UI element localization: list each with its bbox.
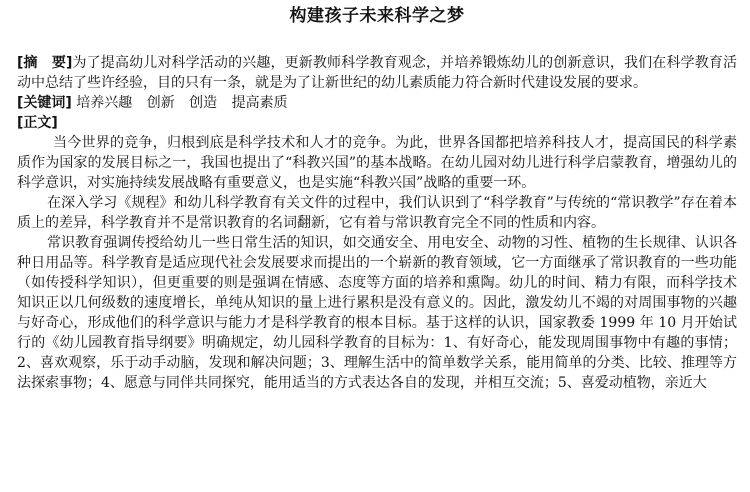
body-label-line (17, 113, 737, 133)
abstract-text: 为了提高幼儿对科学活动的兴趣，更新教师科学教育观念，并培养锻炼幼儿的创新意识，我们在科学教育活动中总结了些许经验，目的只有一条，就是为了让新世纪的幼儿素质能力符合新时代建设发展的要求。 (17, 55, 738, 91)
body-paragraph-3: 常识教育强调传授给幼儿一些日常生活的知识，如交通安全、用电安全、动物的习性、植物的生长规律、认识各种日用品等。科学教育是适应现代社会发展要求而提出的一个崭新的教育领域，它一方面继承了常识教育的一些功能（如传授科学知识），但更重要的则是强调在情感、态度等方面的培养和熏陶。幼儿的时间、精力有限，而科学技术知识正以几何级数的速度增长，单纯从知识的量上进行累积是没有意义的。因此，激发幼儿不竭的对周围事物的兴趣与好奇心，形成他们的科学意识与能力才是科学教育的根本目标。基于这样的认识，国家教委 1999 年 10 月开始试行的《幼儿园教育指导纲要》明确规定，幼儿园科学教育的目标为：1、有好奇心，能发现周围事物中有趣的事情；2、喜欢观察，乐于动手动脑，发现和解决问题；3、理解生活中的简单数学关系，能用简单的分类、比较、推理等方法探索事物；4、愿意与同伴共同探究，能用适当的方式表达各自的发现，并相互交流；5、喜爱动植物，亲近大 (17, 235, 737, 391)
abstract-paragraph (17, 53, 737, 93)
document-page (17, 0, 737, 393)
keyword: 创新 (146, 95, 175, 111)
document-title: 构建孩子未来科学之梦 (289, 6, 465, 26)
keyword: 提高素质 (231, 95, 288, 111)
keyword: 培养兴趣 (76, 95, 133, 111)
body-paragraph-1: 当今世界的竞争，归根到底是科学技术和人才的竞争。为此，世界各国都把培养科技人才，提高国民的科学素质作为国家的发展目标之一，我国也提出了“科教兴国”的基本战略。在幼儿园对幼儿进行科学启蒙教育，增强幼儿的科学意识，对实施持续发展战略有重要意义，也是实施“科教兴国”战略的重要一环。 (17, 135, 737, 191)
abstract-label: [摘 要] (17, 55, 73, 71)
keywords-label: [关键词] (17, 95, 72, 111)
body-paragraph-2: 在深入学习《规程》和幼儿科学教育有关文件的过程中，我们认识到了“科学教育”与传统的“常识教学”存在着本质上的差异，科学教育并不是常识教育的名词翻新，它有着与常识教育完全不同的性质和内容。 (17, 195, 737, 231)
keyword: 创造 (189, 95, 218, 111)
keywords-line (17, 93, 737, 113)
body-label: [正文] (17, 115, 58, 131)
